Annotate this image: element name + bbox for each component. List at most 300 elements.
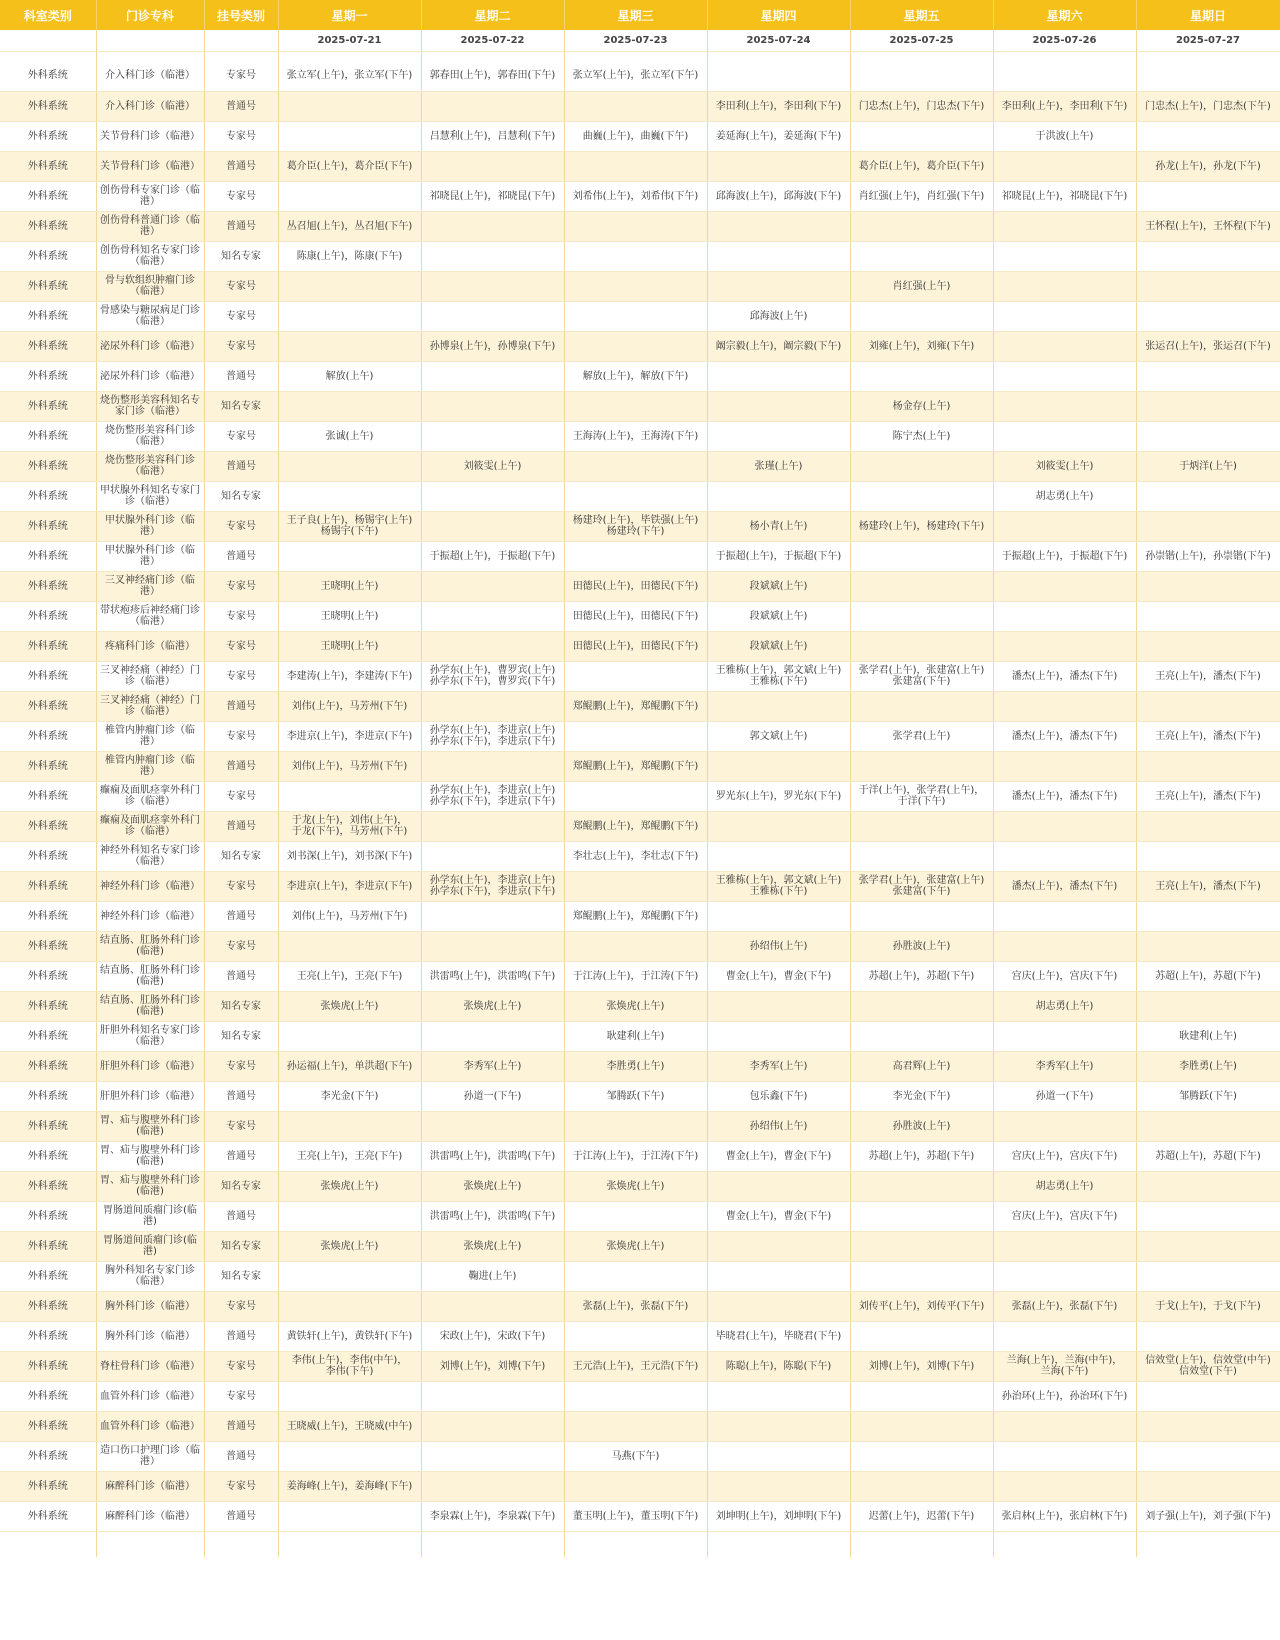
cell-tuesday — [421, 1471, 564, 1501]
cell-sunday — [1136, 631, 1280, 661]
cell-registration-type: 普通号 — [204, 901, 278, 931]
cell-monday: 王子良(上午)，杨锡宇(上午) 杨锡宇(下午) — [278, 511, 421, 541]
cell-registration-type: 知名专家 — [204, 841, 278, 871]
cell-thursday: 姜延海(上午)，姜延海(下午) — [707, 121, 850, 151]
cell-registration-type: 普通号 — [204, 541, 278, 571]
date-saturday: 2025-07-26 — [993, 30, 1136, 51]
cell-wednesday — [564, 331, 707, 361]
cell-clinic: 关节骨科门诊（临港） — [96, 121, 204, 151]
cell-friday: 迟蕾(上午)，迟蕾(下午) — [850, 1501, 993, 1531]
cell-sunday — [1136, 1381, 1280, 1411]
cell-registration-type: 专家号 — [204, 1471, 278, 1501]
cell-sunday: 邹腾跃(下午) — [1136, 1081, 1280, 1111]
cell-monday: 刘伟(上午)，马芳州(下午) — [278, 691, 421, 721]
cell-monday: 陈康(上午)，陈康(下午) — [278, 241, 421, 271]
cell-tuesday: 张焕虎(上午) — [421, 991, 564, 1021]
cell-clinic: 三叉神经痛（神经）门诊（临港） — [96, 691, 204, 721]
cell-clinic: 胃肠道间质瘤门诊(临港) — [96, 1231, 204, 1261]
cell-friday — [850, 991, 993, 1021]
cell-thursday — [707, 1231, 850, 1261]
table-row — [0, 691, 1280, 721]
cell-registration-type: 普通号 — [204, 451, 278, 481]
cell-saturday: 李秀军(上午) — [993, 1051, 1136, 1081]
cell-thursday — [707, 1381, 850, 1411]
cell-registration-type: 普通号 — [204, 961, 278, 991]
cell-friday — [850, 841, 993, 871]
cell-tuesday: 洪雷鸣(上午)，洪雷鸣(下午) — [421, 1141, 564, 1171]
cell-friday — [850, 1411, 993, 1441]
cell-sunday — [1136, 121, 1280, 151]
cell-department: 外科系统 — [0, 481, 96, 511]
table-row — [0, 991, 1280, 1021]
cell-friday — [850, 481, 993, 511]
cell-friday — [850, 1171, 993, 1201]
cell-thursday — [707, 1021, 850, 1051]
cell-clinic: 胸外科门诊（临港） — [96, 1291, 204, 1321]
cell-registration-type: 普通号 — [204, 361, 278, 391]
header-friday: 星期五 — [850, 0, 993, 30]
cell-clinic: 疼痛科门诊（临港） — [96, 631, 204, 661]
cell-monday: 王晓威(上午)，王晓威(中午) — [278, 1411, 421, 1441]
cell-thursday: 邱海波(上午) — [707, 301, 850, 331]
cell-saturday — [993, 361, 1136, 391]
cell-wednesday: 郑鲲鹏(上午)，郑鲲鹏(下午) — [564, 751, 707, 781]
cell-tuesday — [421, 421, 564, 451]
cell-wednesday: 曲巍(上午)，曲巍(下午) — [564, 121, 707, 151]
cell-department: 外科系统 — [0, 631, 96, 661]
cell-sunday — [1136, 271, 1280, 301]
date-wednesday: 2025-07-23 — [564, 30, 707, 51]
cell-tuesday — [421, 571, 564, 601]
cell-sunday — [1136, 1411, 1280, 1441]
table-row — [0, 1201, 1280, 1231]
table-row — [0, 181, 1280, 211]
cell-department: 外科系统 — [0, 721, 96, 751]
table-row — [0, 511, 1280, 541]
cell-sunday — [1136, 751, 1280, 781]
cell-department: 外科系统 — [0, 1021, 96, 1051]
cell-monday — [278, 451, 421, 481]
spacer-row — [0, 51, 1280, 61]
cell-department: 外科系统 — [0, 1111, 96, 1141]
cell-friday — [850, 811, 993, 841]
cell-clinic: 骨与软组织肿瘤门诊（临港） — [96, 271, 204, 301]
cell-wednesday — [564, 871, 707, 901]
cell-wednesday: 田德民(上午)，田德民(下午) — [564, 571, 707, 601]
cell-friday — [850, 451, 993, 481]
cell-department: 外科系统 — [0, 91, 96, 121]
table-row — [0, 1501, 1280, 1531]
cell-registration-type: 专家号 — [204, 331, 278, 361]
table-row — [0, 1441, 1280, 1471]
table-row — [0, 331, 1280, 361]
cell-sunday — [1136, 1171, 1280, 1201]
cell-monday — [278, 391, 421, 421]
header-thursday: 星期四 — [707, 0, 850, 30]
table-row — [0, 241, 1280, 271]
table-row — [0, 391, 1280, 421]
cell-wednesday — [564, 271, 707, 301]
cell-clinic: 结直肠、肛肠外科门诊(临港) — [96, 961, 204, 991]
cell-saturday — [993, 571, 1136, 601]
table-row — [0, 91, 1280, 121]
cell-friday — [850, 121, 993, 151]
cell-registration-type: 专家号 — [204, 931, 278, 961]
cell-monday — [278, 1201, 421, 1231]
cell-registration-type: 普通号 — [204, 91, 278, 121]
cell-monday: 刘书深(上午)，刘书深(下午) — [278, 841, 421, 871]
cell-tuesday: 郭春田(上午)，郭春田(下午) — [421, 61, 564, 91]
cell-saturday — [993, 331, 1136, 361]
cell-tuesday: 孙学东(上午)，李进京(上午) 孙学东(下午)，李进京(下午) — [421, 871, 564, 901]
cell-registration-type: 专家号 — [204, 181, 278, 211]
cell-wednesday — [564, 661, 707, 691]
cell-department: 外科系统 — [0, 781, 96, 811]
cell-sunday: 王亮(上午)，潘杰(下午) — [1136, 781, 1280, 811]
cell-department: 外科系统 — [0, 811, 96, 841]
table-row — [0, 1111, 1280, 1141]
cell-registration-type: 知名专家 — [204, 1021, 278, 1051]
header-clinic: 门诊专科 — [96, 0, 204, 30]
cell-friday — [850, 301, 993, 331]
table-row — [0, 481, 1280, 511]
cell-clinic: 泌尿外科门诊（临港） — [96, 331, 204, 361]
cell-monday — [278, 301, 421, 331]
cell-tuesday — [421, 631, 564, 661]
cell-friday: 李光金(下午) — [850, 1081, 993, 1111]
cell-tuesday — [421, 691, 564, 721]
cell-tuesday — [421, 241, 564, 271]
cell-sunday: 张运召(上午)，张运召(下午) — [1136, 331, 1280, 361]
cell-tuesday: 鞠进(上午) — [421, 1261, 564, 1291]
table-row — [0, 61, 1280, 91]
cell-saturday — [993, 151, 1136, 181]
table-row — [0, 901, 1280, 931]
cell-wednesday: 董玉明(上午)，董玉明(下午) — [564, 1501, 707, 1531]
table-row — [0, 1141, 1280, 1171]
cell-registration-type: 普通号 — [204, 1441, 278, 1471]
cell-friday — [850, 241, 993, 271]
cell-friday: 门忠杰(上午)，门忠杰(下午) — [850, 91, 993, 121]
cell-tuesday — [421, 1111, 564, 1141]
cell-clinic: 甲状腺外科知名专家门诊（临港） — [96, 481, 204, 511]
cell-sunday — [1136, 601, 1280, 631]
cell-clinic: 烧伤整形美容科门诊（临港） — [96, 451, 204, 481]
cell-registration-type: 专家号 — [204, 571, 278, 601]
cell-tuesday — [421, 1381, 564, 1411]
cell-sunday — [1136, 931, 1280, 961]
cell-thursday — [707, 391, 850, 421]
cell-sunday — [1136, 241, 1280, 271]
cell-registration-type: 专家号 — [204, 781, 278, 811]
cell-thursday: 李秀军(上午) — [707, 1051, 850, 1081]
cell-tuesday — [421, 901, 564, 931]
cell-sunday: 门忠杰(上午)，门忠杰(下午) — [1136, 91, 1280, 121]
cell-registration-type: 知名专家 — [204, 391, 278, 421]
cell-friday: 高君辉(上午) — [850, 1051, 993, 1081]
cell-department: 外科系统 — [0, 451, 96, 481]
cell-monday — [278, 931, 421, 961]
cell-tuesday: 孙道一(下午) — [421, 1081, 564, 1111]
cell-monday — [278, 1501, 421, 1531]
cell-tuesday — [421, 1441, 564, 1471]
cell-monday: 张焕虎(上午) — [278, 1171, 421, 1201]
cell-registration-type: 知名专家 — [204, 481, 278, 511]
cell-friday — [850, 691, 993, 721]
cell-clinic: 椎管内肿瘤门诊（临港） — [96, 721, 204, 751]
cell-tuesday — [421, 841, 564, 871]
cell-department: 外科系统 — [0, 331, 96, 361]
cell-friday: 葛介臣(上午)，葛介臣(下午) — [850, 151, 993, 181]
cell-saturday: 宫庆(上午)，宫庆(下午) — [993, 961, 1136, 991]
cell-monday: 李伟(上午)，李伟(中午)， 李伟(下午) — [278, 1351, 421, 1381]
cell-thursday: 毕晓君(上午)，毕晓君(下午) — [707, 1321, 850, 1351]
cell-thursday — [707, 151, 850, 181]
cell-saturday: 胡志勇(上午) — [993, 481, 1136, 511]
cell-thursday — [707, 241, 850, 271]
cell-registration-type: 普通号 — [204, 1411, 278, 1441]
cell-clinic: 胸外科知名专家门诊（临港） — [96, 1261, 204, 1291]
cell-saturday — [993, 931, 1136, 961]
date-sunday: 2025-07-27 — [1136, 30, 1280, 51]
cell-tuesday — [421, 811, 564, 841]
cell-department: 外科系统 — [0, 1231, 96, 1261]
cell-registration-type: 专家号 — [204, 421, 278, 451]
cell-clinic: 肝胆外科门诊（临港） — [96, 1051, 204, 1081]
cell-thursday — [707, 811, 850, 841]
cell-thursday — [707, 361, 850, 391]
cell-thursday: 包乐鑫(下午) — [707, 1081, 850, 1111]
cell-sunday: 王怀程(上午)，王怀程(下午) — [1136, 211, 1280, 241]
cell-tuesday — [421, 1411, 564, 1441]
cell-department: 外科系统 — [0, 571, 96, 601]
cell-thursday — [707, 1261, 850, 1291]
cell-friday — [850, 1261, 993, 1291]
cell-friday: 苏超(上午)，苏超(下午) — [850, 1141, 993, 1171]
cell-clinic: 创伤骨科知名专家门诊（临港） — [96, 241, 204, 271]
cell-thursday: 刘坤明(上午)，刘坤明(下午) — [707, 1501, 850, 1531]
cell-saturday — [993, 241, 1136, 271]
cell-tuesday — [421, 151, 564, 181]
cell-saturday — [993, 1261, 1136, 1291]
cell-clinic: 造口伤口护理门诊（临港） — [96, 1441, 204, 1471]
cell-saturday: 祁晓昆(上午)，祁晓昆(下午) — [993, 181, 1136, 211]
cell-friday — [850, 1441, 993, 1471]
cell-wednesday: 郑鲲鹏(上午)，郑鲲鹏(下午) — [564, 901, 707, 931]
cell-friday: 肖红强(上午) — [850, 271, 993, 301]
cell-friday — [850, 751, 993, 781]
cell-thursday: 罗光东(上午)，罗光东(下午) — [707, 781, 850, 811]
cell-clinic: 胸外科门诊（临港） — [96, 1321, 204, 1351]
cell-registration-type: 普通号 — [204, 1141, 278, 1171]
header-registration-type: 挂号类别 — [204, 0, 278, 30]
cell-department: 外科系统 — [0, 301, 96, 331]
table-row — [0, 631, 1280, 661]
table-row — [0, 541, 1280, 571]
cell-wednesday — [564, 211, 707, 241]
cell-saturday: 张启林(上午)，张启林(下午) — [993, 1501, 1136, 1531]
cell-registration-type: 专家号 — [204, 631, 278, 661]
cell-department: 外科系统 — [0, 151, 96, 181]
cell-clinic: 胃肠道间质瘤门诊(临港) — [96, 1201, 204, 1231]
cell-registration-type: 知名专家 — [204, 991, 278, 1021]
cell-friday — [850, 1471, 993, 1501]
cell-sunday — [1136, 301, 1280, 331]
cell-wednesday: 王元浩(上午)，王元浩(下午) — [564, 1351, 707, 1381]
cell-wednesday: 田德民(上午)，田德民(下午) — [564, 631, 707, 661]
cell-monday: 王晓明(上午) — [278, 631, 421, 661]
cell-tuesday: 孙博泉(上午)，孙博泉(下午) — [421, 331, 564, 361]
cell-clinic: 胃、疝与腹壁外科门诊(临港) — [96, 1171, 204, 1201]
cell-clinic: 关节骨科门诊（临港） — [96, 151, 204, 181]
cell-saturday — [993, 601, 1136, 631]
cell-sunday — [1136, 1441, 1280, 1471]
cell-registration-type: 专家号 — [204, 661, 278, 691]
cell-department: 外科系统 — [0, 1291, 96, 1321]
cell-wednesday — [564, 541, 707, 571]
cell-monday — [278, 121, 421, 151]
cell-clinic: 胃、疝与腹壁外科门诊(临港) — [96, 1141, 204, 1171]
cell-thursday — [707, 1471, 850, 1501]
cell-sunday — [1136, 1201, 1280, 1231]
cell-clinic: 带状疱疹后神经痛门诊（临港） — [96, 601, 204, 631]
cell-tuesday: 李秀军(上午) — [421, 1051, 564, 1081]
cell-clinic: 烧伤整形美容科知名专家门诊（临港） — [96, 391, 204, 421]
cell-friday: 刘博(上午)，刘博(下午) — [850, 1351, 993, 1381]
cell-tuesday: 张焕虎(上午) — [421, 1171, 564, 1201]
cell-department: 外科系统 — [0, 601, 96, 631]
table-row — [0, 571, 1280, 601]
cell-clinic: 神经外科门诊（临港） — [96, 871, 204, 901]
cell-monday: 李建涛(上午)，李建涛(下午) — [278, 661, 421, 691]
cell-saturday: 胡志勇(上午) — [993, 1171, 1136, 1201]
cell-department: 外科系统 — [0, 1261, 96, 1291]
cell-clinic: 麻醉科门诊（临港） — [96, 1501, 204, 1531]
cell-tuesday — [421, 481, 564, 511]
cell-saturday — [993, 211, 1136, 241]
date-tuesday: 2025-07-22 — [421, 30, 564, 51]
cell-thursday: 于振超(上午)，于振超(下午) — [707, 541, 850, 571]
cell-friday: 杨金存(上午) — [850, 391, 993, 421]
cell-department: 外科系统 — [0, 541, 96, 571]
cell-wednesday — [564, 781, 707, 811]
cell-wednesday: 郑鲲鹏(上午)，郑鲲鹏(下午) — [564, 691, 707, 721]
cell-clinic: 麻醉科门诊（临港） — [96, 1471, 204, 1501]
cell-registration-type: 专家号 — [204, 871, 278, 901]
cell-registration-type: 知名专家 — [204, 1261, 278, 1291]
cell-wednesday: 李壮志(上午)，李壮志(下午) — [564, 841, 707, 871]
cell-sunday: 刘子强(上午)，刘子强(下午) — [1136, 1501, 1280, 1531]
cell-sunday — [1136, 1231, 1280, 1261]
cell-friday: 张学君(上午) — [850, 721, 993, 751]
cell-department: 外科系统 — [0, 931, 96, 961]
cell-tuesday — [421, 361, 564, 391]
cell-monday: 张立军(上午)，张立军(下午) — [278, 61, 421, 91]
cell-department: 外科系统 — [0, 841, 96, 871]
cell-saturday: 于振超(上午)，于振超(下午) — [993, 541, 1136, 571]
cell-saturday — [993, 751, 1136, 781]
cell-saturday — [993, 811, 1136, 841]
cell-friday — [850, 1381, 993, 1411]
cell-thursday — [707, 901, 850, 931]
cell-saturday — [993, 271, 1136, 301]
cell-registration-type: 专家号 — [204, 121, 278, 151]
cell-clinic: 肝胆外科知名专家门诊（临港） — [96, 1021, 204, 1051]
cell-wednesday — [564, 721, 707, 751]
cell-thursday — [707, 61, 850, 91]
cell-clinic: 骨感染与糖尿病足门诊（临港） — [96, 301, 204, 331]
table-row — [0, 1261, 1280, 1291]
cell-registration-type: 专家号 — [204, 271, 278, 301]
cell-saturday — [993, 1441, 1136, 1471]
cell-thursday — [707, 421, 850, 451]
cell-department: 外科系统 — [0, 1051, 96, 1081]
cell-clinic: 癫痫及面肌痉挛外科门诊（临港） — [96, 781, 204, 811]
cell-sunday: 李胜勇(上午) — [1136, 1051, 1280, 1081]
cell-department: 外科系统 — [0, 901, 96, 931]
table-row — [0, 151, 1280, 181]
cell-wednesday — [564, 151, 707, 181]
table-row — [0, 271, 1280, 301]
cell-sunday — [1136, 511, 1280, 541]
cell-department: 外科系统 — [0, 1081, 96, 1111]
cell-department: 外科系统 — [0, 871, 96, 901]
cell-wednesday: 郑鲲鹏(上午)，郑鲲鹏(下午) — [564, 811, 707, 841]
cell-department: 外科系统 — [0, 1351, 96, 1381]
date-thursday: 2025-07-24 — [707, 30, 850, 51]
cell-thursday: 孙绍伟(上午) — [707, 1111, 850, 1141]
cell-clinic: 创伤骨科专家门诊（临港） — [96, 181, 204, 211]
cell-monday: 张诚(上午) — [278, 421, 421, 451]
table-row — [0, 1351, 1280, 1381]
cell-tuesday: 于振超(上午)，于振超(下午) — [421, 541, 564, 571]
cell-sunday — [1136, 481, 1280, 511]
table-row — [0, 301, 1280, 331]
date-friday: 2025-07-25 — [850, 30, 993, 51]
cell-department: 外科系统 — [0, 1441, 96, 1471]
cell-clinic: 胃、疝与腹壁外科门诊(临港) — [96, 1111, 204, 1141]
cell-sunday — [1136, 991, 1280, 1021]
cell-thursday — [707, 691, 850, 721]
cell-sunday: 耿建利(上午) — [1136, 1021, 1280, 1051]
cell-saturday — [993, 691, 1136, 721]
cell-thursday — [707, 991, 850, 1021]
cell-friday: 刘雍(上午)，刘雍(下午) — [850, 331, 993, 361]
cell-clinic: 甲状腺外科门诊（临港） — [96, 541, 204, 571]
cell-thursday — [707, 271, 850, 301]
cell-department: 外科系统 — [0, 751, 96, 781]
cell-saturday: 潘杰(上午)，潘杰(下午) — [993, 721, 1136, 751]
cell-saturday — [993, 631, 1136, 661]
cell-thursday: 张瑾(上午) — [707, 451, 850, 481]
date-monday: 2025-07-21 — [278, 30, 421, 51]
cell-wednesday — [564, 391, 707, 421]
cell-monday: 黄铁轩(上午)，黄铁轩(下午) — [278, 1321, 421, 1351]
cell-department: 外科系统 — [0, 511, 96, 541]
cell-monday: 王亮(上午)，王亮(下午) — [278, 1141, 421, 1171]
table-row — [0, 1021, 1280, 1051]
table-row — [0, 841, 1280, 871]
cell-thursday: 阚宗毅(上午)，阚宗毅(下午) — [707, 331, 850, 361]
cell-tuesday: 孙学东(上午)，曹罗宾(上午) 孙学东(下午)，曹罗宾(下午) — [421, 661, 564, 691]
cell-friday: 张学君(上午)，张建富(上午) 张建富(下午) — [850, 871, 993, 901]
cell-saturday: 于洪波(上午) — [993, 121, 1136, 151]
cell-wednesday: 张立军(上午)，张立军(下午) — [564, 61, 707, 91]
cell-tuesday — [421, 1021, 564, 1051]
cell-registration-type: 知名专家 — [204, 1171, 278, 1201]
cell-thursday — [707, 481, 850, 511]
cell-sunday: 苏超(上午)，苏超(下午) — [1136, 1141, 1280, 1171]
